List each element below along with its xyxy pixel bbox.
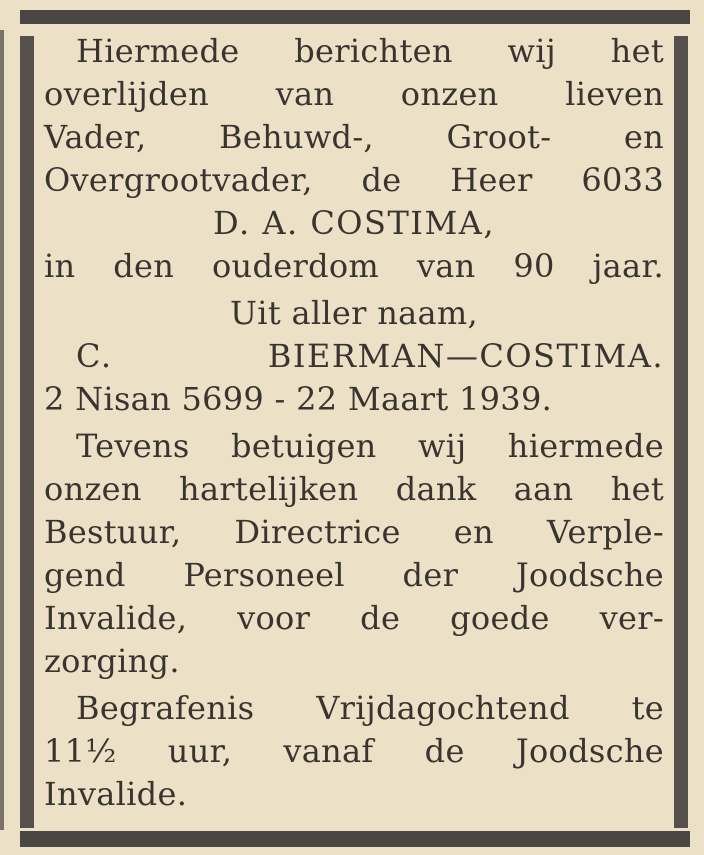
- signatory-name: C. BIERMAN—COSTIMA.: [76, 337, 664, 375]
- frame-bottom-rule: [20, 831, 690, 847]
- text-line: Invalide.: [44, 775, 188, 813]
- text-line: onzen hartelijken dank aan het: [44, 470, 664, 508]
- text-line: overlijden van onzen lieven: [44, 75, 664, 113]
- text-line: Begrafenis Vrijdagochtend te: [76, 689, 664, 727]
- frame-left-rule: [20, 36, 34, 828]
- text-line: Bestuur, Directrice en Verple-: [44, 513, 664, 551]
- text-line: Tevens betuigen wij hiermede: [76, 427, 664, 465]
- thanks-paragraph: [44, 425, 664, 683]
- text-line: gend Personeel der Joodsche: [44, 556, 664, 594]
- text-line: zorging.: [44, 642, 180, 680]
- text-line: Hiermede berichten wij het: [76, 32, 664, 70]
- text-line: 11½ uur, vanaf de Joodsche: [44, 732, 664, 770]
- announcement-paragraph: [44, 30, 664, 202]
- text-line: Vader, Behuwd-, Groot- en: [44, 118, 664, 156]
- funeral-paragraph: [44, 687, 664, 816]
- frame-top-rule: [20, 10, 690, 24]
- deceased-name: D. A. COSTIMA,: [213, 204, 495, 242]
- age-line: in den ouderdom van 90 jaar.: [44, 247, 664, 285]
- date-line: 2 Nisan 5699 - 22 Maart 1939.: [44, 380, 553, 418]
- death-notice: [44, 30, 664, 816]
- text-line: Overgrootvader, de Heer 6033: [44, 161, 664, 199]
- on-behalf-line: Uit aller naam,: [230, 294, 478, 332]
- text-line: Invalide, voor de goede ver-: [44, 599, 664, 637]
- frame-right-rule: [674, 36, 688, 828]
- page-edge: [0, 30, 4, 830]
